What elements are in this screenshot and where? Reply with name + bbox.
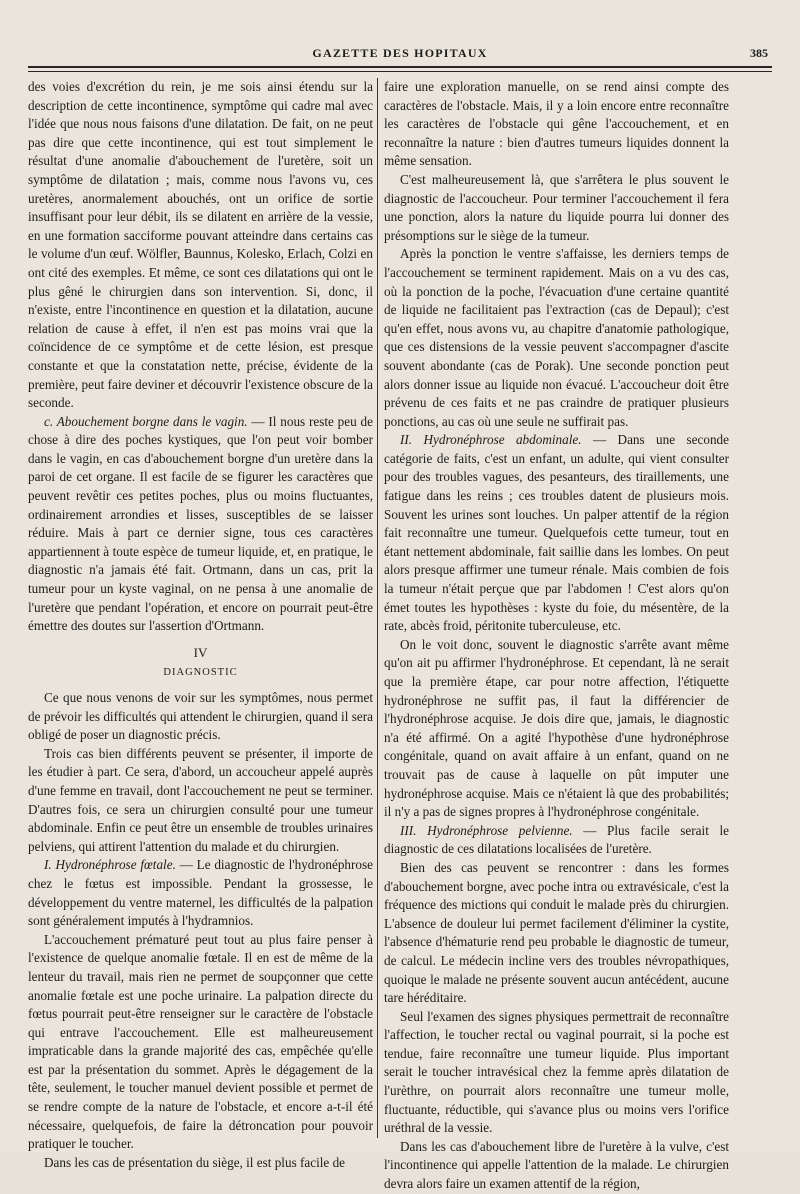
paragraph: Après la ponction le ventre s'affaisse, les derniers temps de l'accouchement se terminent rapidement. Mais on a vu des cas, où la ponction de la poche, l'évacuation d'une certaine quantité de liquide ne facilitaient pas l'extraction (cas de Depaul); c'est qu'en effet, nous avons vu, au chapitre d'anatomie pathologique, que ces distensions de la vessie peuvent s'accompagner d'ascite souvent abondante (cas de Porak). Une seconde ponction peut alors donner issue au liquide non évacué. L'accoucheur doit être prévenu de ces faits et ne pas craindre de pratiquer plusieurs ponctions, au cas où une seule ne suffirait pas. xyxy=(384,246,729,429)
section-number: IV xyxy=(193,644,208,660)
right-column xyxy=(384,78,729,1192)
paragraph: Bien des cas peuvent se rencontrer : dans les formes d'abouchement borgne, avec poche intra ou extravésicale, c'est la fréquence des mictions qui conduit le malade près du chirurgien. L'absence de douleur lui permet facilement d'éliminer la cystite, l'absence d'hématurie rend peu probable le diagnostic de tumeur, de calcul. Le médecin incline vers des troubles névropathiques, quoique le malade ne présente souvent aucun antécédent, aucune tare héréditaire. xyxy=(384,859,729,1006)
paragraph-text: — Plus facile serait le diagnostic de ces dilatations localisées de l'uretère. xyxy=(384,822,729,857)
paragraph: Trois cas bien différents peuvent se présenter, il importe de les étudier à part. Ce sera, d'abord, un accoucheur appelé auprès d'une femme en travail, dont l'accouchement ne peut se terminer. D'autres fois, ce sera un chirurgien consulté pour une tumeur abdominale. Enfin ce peut être un ensemble de troubles urinaires pelviens, qui attirent l'attention du malade et du chirurgien. xyxy=(28,745,373,854)
paragraph-text: — Dans une seconde catégorie de faits, c'est un enfant, un adulte, qui vient consulter pour des troubles vagues, des pesanteurs, des tiraillements, une fatigue dans les reins ; ces troubles datent de plusieurs mois. Souvent les urines sont louches. Un palper attentif de la région fait reconnaître une tumeur. Quelquefois cette tumeur, tout en étant nettement abdominale, fait saillie dans les lombes. On peut alors presque affirmer une tumeur rénale. Mais combien de fois la tumeur n'était perçue que par l'abdomen ! C'est alors qu'on émet toutes les hypothèses : kyste du foie, du mésentère, de la rate, abcès froid, péritonite tuberculeuse, etc. xyxy=(384,432,729,634)
page-header xyxy=(28,42,772,66)
paragraph xyxy=(28,856,373,930)
paragraph: L'accouchement prématuré peut tout au plus faire penser à l'existence de quelque anomalie fœtale. Il en est de même de la lenteur du travail, mais rien ne permet de soupçonner que cette anomalie fœtale est une poche urinaire. La palpation directe du fœtus pourrait peut-être renseigner sur le caractère de l'obstacle qui entrave l'accouchement. Elle est malheureusement impraticable dans la grande majorité des cas, empêchée qu'elle est par la présentation du sommet. Après le dégagement de la tête, seulement, le toucher manuel devient possible et permet de se rendre compte de la nature de l'obstacle, et encore a-t-il été nécessaire, quelquefois, de faire la détroncation pour pouvoir pratiquer le toucher. xyxy=(28,931,373,1152)
paragraph: faire une exploration manuelle, on se rend ainsi compte des caractères de l'obstacle. Mais, il y a loin encore entre reconnaître les caractères de l'obstacle qui gêne l'accouchement, et en reconnaître la nature : bien d'autres tumeurs liquides donnent la même sensation. xyxy=(384,79,729,169)
paragraph: des voies d'excrétion du rein, je me sois ainsi étendu sur la description de cette incontinence, symptôme qui cadre mal avec l'idée que nous nous faisons d'une dilatation. De fait, on ne peut pas dire que cette incontinence, qui est tout simplement le résultat d'une anomalie d'abouchement de l'uretère, soit un symptôme de dilatation ; mais, comme nous l'avons vu, ces uretères, anormalement abouchés, ont un orifice de sortie insuffisant pour leur débit, ils se dilatent en arrière de la vessie, en une formation sacciforme pouvant atteindre dans certains cas le volume d'un œuf. Wölfler, Baunnus, Kolesko, Erlach, Colzi en ont cité des exemples. Et même, ce sont ces dilatations qui ont le plus gêné le chirurgien dans son intervention. Si, donc, il n'existe, entre l'incontinence en question et la dilatation, aucune relation de cause à effet, il n'en est pas moins vrai que la coïncidence de ce symptôme et de cette lésion, est presque constante et que la constatation nette, précise, évidente de la première, peut faire deviner et découvrir l'existence obscure de la seconde. xyxy=(28,79,373,411)
subsection-heading: I. Hydronéphrose fœtale. xyxy=(44,857,176,873)
paragraph: Dans les cas d'abouchement libre de l'uretère à la vulve, c'est l'incontinence qui appelle l'attention de la malade. Le chirurgien devra alors faire un examen attentif de la région, xyxy=(384,1138,729,1192)
paragraph xyxy=(384,822,729,859)
header-rule-thick xyxy=(28,66,772,68)
page-number: 385 xyxy=(750,46,768,60)
paragraph xyxy=(28,413,373,636)
section-title: DIAGNOSTIC xyxy=(163,667,238,679)
paragraph: C'est malheureusement là, que s'arrêtera le plus souvent le diagnostic de l'accoucheur. Pour terminer l'accouchement il fera une ponction, alors la nature du liquide pourra lui donner des présomptions sur le siège de la tumeur. xyxy=(384,171,729,243)
column-divider xyxy=(377,78,378,1138)
left-column xyxy=(28,78,373,1170)
paragraph: Dans les cas de présentation du siège, il est plus facile de xyxy=(44,1154,346,1170)
subsection-heading: c. Abouchement borgne dans le vagin. xyxy=(44,413,248,429)
subsection-heading: III. Hydronéphrose pelvienne. xyxy=(400,822,573,838)
paragraph-text: — Il nous reste peu de chose à dire des poches kystiques, que l'on peut voir bomber dans le vagin, en cas d'abouchement borgne d'un uretère dans la paroi de cet organe. Il est facile de se figurer les caractères que peuvent revêtir ces petites poches, plus ou moins fluctuantes, ordinairement arrondies et lisses, susceptibles de se laisser réduire. Mais à part ce dernier signe, tous ces caractères appartiennent à toute espèce de tumeur liquide, et, en pratique, le diagnostic n'a jamais été fait. Ortmann, dans un cas, prit la tumeur pour un kyste vaginal, on ne pensa à une anomalie de l'uretère que pendant l'opération, et encore on pourrait peut-être émettre des doutes sur l'assertion d'Ortmann. xyxy=(28,413,373,634)
paragraph xyxy=(384,431,729,636)
journal-title: GAZETTE DES HOPITAUX xyxy=(312,46,488,60)
paragraph: Ce que nous venons de voir sur les symptômes, nous permet de prévoir les difficultés qui attendent le chirurgien, quand il sera obligé de poser un diagnostic précis. xyxy=(28,690,373,743)
paragraph-text: — Le diagnostic de l'hydronéphrose chez le fœtus est impossible. Pendant la grossesse, le développement du ventre maternel, les difficultés de la palpation sont généralement imputés à l'hydramnios. xyxy=(28,857,373,929)
header-rule-thin xyxy=(28,71,772,72)
subsection-heading: II. Hydronéphrose abdominale. xyxy=(400,432,582,448)
paragraph: On le voit donc, souvent le diagnostic s'arrête avant même qu'on ait pu affirmer l'hydronéphrose. Et cependant, là ne serait que la première étape, car pour notre affection, l'étiquette hydronéphrose ne suffit pas, il faut la différencier de l'hydronéphrose acquise. Je dois dire que, jamais, le diagnostic n'a été affirmé. On a agité l'hypothèse d'une hydronéphrose congénitale, quand on avait affaire à un enfant, quand on ne trouvait pas de cause à laquelle on pût imputer une hydronéphrose acquise. Mais ce n'étaient là que des probabilités; il n'y a pas de signes propres à l'hydronéphrose congénitale. xyxy=(384,636,729,820)
paragraph: Seul l'examen des signes physiques permettrait de reconnaître l'affection, le toucher rectal ou vaginal pourrait, si la poche est tendue, faire reconnaître une tumeur liquide. Plus important serait le toucher intravésical chez la femme après dilatation de l'urèthre, on pourrait alors reconnaître une tumeur molle, fluctuante, réductible, qui s'avance plus ou moins vers l'orifice uréthral de la vessie. xyxy=(384,1008,729,1136)
